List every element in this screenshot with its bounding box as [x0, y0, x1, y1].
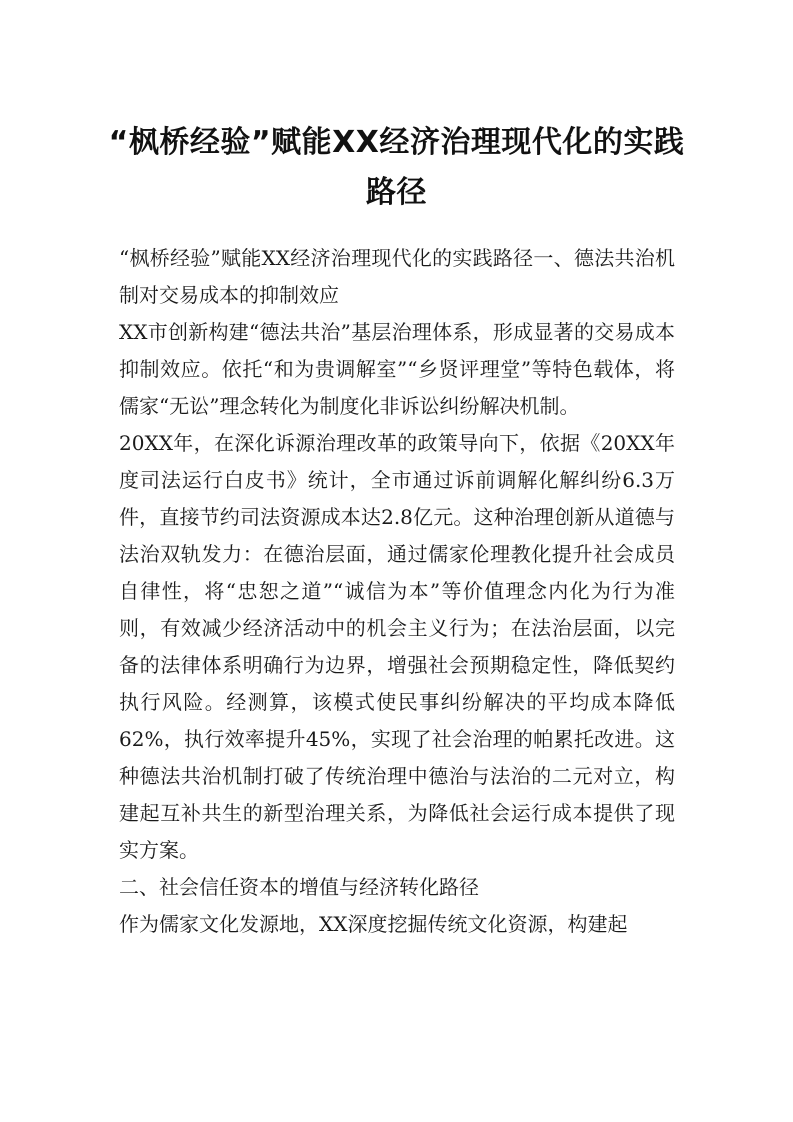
paragraph-statistics: 20XX年，在深化诉源治理改革的政策导向下，依据《20XX年度司法运行白皮书》统计，全市通过诉前调解化解纠纷6.3万件，直接节约司法资源成本达2.8亿元。这种治理创新从道德与法治双轨发力：在德治层面，通过儒家伦理教化提升社会成员自律性，将“忠恕之道”“诚信为本”等价值理念内化为行为准则，有效减少经济活动中的机会主义行为；在法治层面，以完备的法律体系明确行为边界，增强社会预期稳定性，降低契约执行风险。经测算，该模式使民事纠纷解决的平均成本降低62%，执行效率提升45%，实现了社会治理的帕累托改进。这种德法共治机制打破了传统治理中德治与法治的二元对立，构建起互补共生的新型治理关系，为降低社会运行成本提供了现实方案。 — [119, 431, 675, 862]
section-heading-two: 二、社会信任资本的增值与经济转化路径 — [119, 875, 479, 899]
document-title: “枫桥经验”赋能XX经济治理现代化的实践路径 — [108, 125, 685, 210]
paragraph-xx-city: XX市创新构建“德法共治”基层治理体系，形成显著的交易成本抑制效应。依托“和为贵调解室”“乡贤评理堂”等特色载体，将儒家“无讼”理念转化为制度化非诉讼纠纷解决机制。 — [119, 320, 675, 418]
paragraph-trust-capital: 作为儒家文化发源地，XX深度挖掘传统文化资源，构建起 — [119, 912, 628, 936]
document-body — [119, 240, 675, 943]
paragraph-intro: “枫桥经验”赋能XX经济治理现代化的实践路径一、德法共治机制对交易成本的抑制效应 — [119, 246, 675, 307]
